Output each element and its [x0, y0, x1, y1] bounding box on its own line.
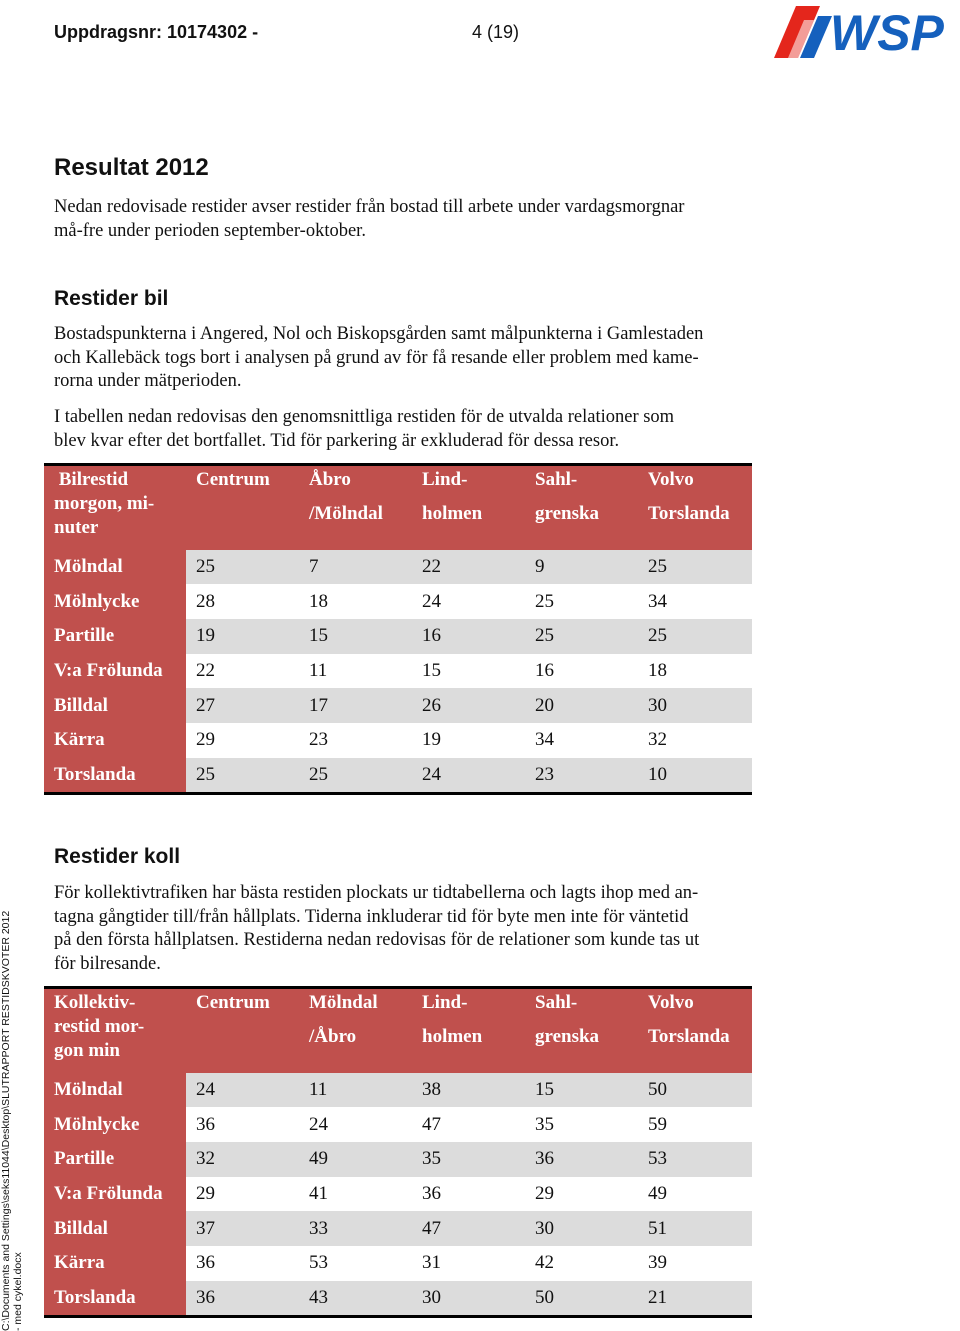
table-cell: 17 [299, 688, 412, 723]
table-row [44, 1142, 752, 1177]
header-line: gon min [54, 1040, 120, 1061]
table-cell: 30 [412, 1281, 525, 1317]
table-cell: 20 [525, 688, 638, 723]
table-cell: 49 [638, 1177, 752, 1212]
table-cell: 16 [525, 654, 638, 689]
page-number: 4 (19) [472, 22, 520, 42]
table-row [44, 584, 752, 619]
transit-para-line: För kollektivtrafiken har bästa restiden plockats ur tidtabellerna och lagts ihop med an- [54, 883, 699, 903]
column-header-line: Mölndal [309, 992, 378, 1013]
table-cell: 19 [412, 723, 525, 758]
table-row [44, 723, 752, 758]
table-cell: 43 [299, 1281, 412, 1317]
table-row [44, 758, 752, 794]
table-row [44, 619, 752, 654]
row-header: Billdal [44, 1211, 186, 1246]
table-row [44, 1246, 752, 1281]
row-header: Partille [44, 1142, 186, 1177]
table-cell: 24 [412, 758, 525, 794]
column-header-line: Centrum [196, 992, 270, 1013]
table-cell: 15 [299, 619, 412, 654]
table-cell: 25 [186, 550, 299, 585]
table-cell: 29 [525, 1177, 638, 1212]
table-cell: 22 [186, 654, 299, 689]
column-header-line: grenska [535, 1026, 600, 1047]
table-cell: 53 [638, 1142, 752, 1177]
table-cell: 7 [299, 550, 412, 585]
table-cell: 36 [186, 1107, 299, 1142]
row-header: Kärra [44, 1246, 186, 1281]
column-header-line: /Åbro [309, 1026, 357, 1047]
table-cell: 24 [299, 1107, 412, 1142]
car-paragraph-1 [54, 323, 774, 394]
column-header-line: Volvo [648, 469, 694, 490]
column-header-line: grenska [535, 503, 600, 524]
car-paragraph-2 [54, 406, 774, 453]
column-header-line: Centrum [196, 469, 270, 490]
table-cell: 35 [412, 1142, 525, 1177]
row-header: Torslanda [44, 1281, 186, 1317]
table-cell: 23 [525, 758, 638, 794]
table-cell: 32 [638, 723, 752, 758]
section-title: Resultat 2012 [54, 154, 209, 181]
table-cell: 26 [412, 688, 525, 723]
wsp-logo [770, 2, 960, 62]
table-cell: 36 [412, 1177, 525, 1212]
column-header [186, 988, 299, 1073]
table-cell: 31 [412, 1246, 525, 1281]
table-row [44, 550, 752, 585]
table-cell: 25 [186, 758, 299, 794]
table-cell: 39 [638, 1246, 752, 1281]
table-header-row [44, 465, 752, 550]
table-cell: 51 [638, 1211, 752, 1246]
table-cell: 25 [525, 584, 638, 619]
car-para1-line: och Kallebäck togs bort i analysen på grund av för få resande eller problem med kame- [54, 347, 699, 368]
header-line: Bilrestid [54, 469, 129, 490]
column-header-line: Torslanda [648, 1026, 730, 1047]
table-cell: 41 [299, 1177, 412, 1212]
table-cell: 53 [299, 1246, 412, 1281]
row-header: V:a Frölunda [44, 654, 186, 689]
table-cell: 32 [186, 1142, 299, 1177]
column-header-line: holmen [422, 503, 483, 524]
table-cell: 42 [525, 1246, 638, 1281]
row-header: Mölnlycke [44, 584, 186, 619]
car-para2-line: blev kvar efter det bortfallet. Tid för parkering är exkluderad för dessa resor. [54, 430, 620, 451]
column-header-line: Åbro [309, 469, 351, 490]
intro-line: må-fre under perioden september-oktober. [54, 220, 366, 241]
table-cell: 11 [299, 654, 412, 689]
column-header [299, 465, 412, 550]
column-header-line: Lind- [422, 992, 468, 1013]
table-header-row [44, 988, 752, 1073]
table-cell: 15 [412, 654, 525, 689]
file-path-line: C:\Documents and Settings\seks11044\Desktop\SLUTRAPPORT RESTIDSKVOTER 2012 [0, 910, 12, 1331]
column-header [525, 988, 638, 1073]
table-cell: 34 [525, 723, 638, 758]
car-heading: Restider bil [54, 287, 169, 310]
table-row [44, 1073, 752, 1108]
table-cell: 36 [186, 1246, 299, 1281]
column-header [525, 465, 638, 550]
column-header [186, 465, 299, 550]
file-path-line: - med cykel.docx [12, 1252, 24, 1331]
row-header: V:a Frölunda [44, 1177, 186, 1212]
table-corner-header [44, 465, 186, 550]
table-cell: 24 [412, 584, 525, 619]
table-cell: 47 [412, 1107, 525, 1142]
column-header-line: Sahl- [535, 992, 578, 1013]
column-header-line: Torslanda [648, 503, 730, 524]
table-cell: 50 [638, 1073, 752, 1108]
table-cell: 22 [412, 550, 525, 585]
table-cell: 18 [299, 584, 412, 619]
table-cell: 27 [186, 688, 299, 723]
column-header-line: Sahl- [535, 469, 578, 490]
table-cell: 49 [299, 1142, 412, 1177]
car-para1-line: Bostadspunkterna i Angered, Nol och Biskopsgården samt målpunkterna i Gamlestaden [54, 324, 704, 344]
table-row [44, 1107, 752, 1142]
column-header [638, 988, 752, 1073]
logo-text: WSP [830, 5, 944, 61]
row-header: Kärra [44, 723, 186, 758]
table-cell: 36 [525, 1142, 638, 1177]
table-row [44, 654, 752, 689]
column-header [299, 988, 412, 1073]
table-cell: 29 [186, 1177, 299, 1212]
table-cell: 25 [638, 550, 752, 585]
table-cell: 25 [638, 619, 752, 654]
column-header-line: holmen [422, 1026, 483, 1047]
car-para2-line: I tabellen nedan redovisas den genomsnittliga restiden för de utvalda relationer som [54, 407, 675, 427]
table-cell: 25 [525, 619, 638, 654]
row-header: Mölnlycke [44, 1107, 186, 1142]
row-header: Torslanda [44, 758, 186, 794]
table-row [44, 1211, 752, 1246]
table-cell: 16 [412, 619, 525, 654]
table-cell: 9 [525, 550, 638, 585]
intro-line: Nedan redovisade restider avser restider från bostad till arbete under vardagsmorgnar [54, 197, 685, 217]
table-cell: 30 [638, 688, 752, 723]
table-cell: 38 [412, 1073, 525, 1108]
transit-para-line: för bilresande. [54, 953, 161, 974]
transit-para-line: på den första hållplatsen. Restiderna nedan redovisas för de relationer som kunde tas ut [54, 930, 700, 950]
table-cell: 23 [299, 723, 412, 758]
table-cell: 33 [299, 1211, 412, 1246]
logo-mark [774, 6, 832, 58]
table-cell: 18 [638, 654, 752, 689]
transit-paragraph [54, 882, 774, 976]
column-header-line: Volvo [648, 992, 694, 1013]
row-header: Billdal [44, 688, 186, 723]
column-header [412, 988, 525, 1073]
column-header-line: Lind- [422, 469, 468, 490]
table-cell: 28 [186, 584, 299, 619]
intro-paragraph [54, 196, 774, 243]
row-header: Mölndal [44, 1073, 186, 1108]
table-cell: 10 [638, 758, 752, 794]
car-travel-time-table [44, 463, 752, 795]
header-line: restid mor- [54, 1016, 145, 1037]
table-cell: 29 [186, 723, 299, 758]
header-line: morgon, mi- [54, 493, 155, 514]
table-cell: 37 [186, 1211, 299, 1246]
transit-heading: Restider koll [54, 845, 181, 868]
row-header: Mölndal [44, 550, 186, 585]
table-cell: 36 [186, 1281, 299, 1317]
table-row [44, 688, 752, 723]
row-header: Partille [44, 619, 186, 654]
table-cell: 47 [412, 1211, 525, 1246]
table-cell: 21 [638, 1281, 752, 1317]
table-cell: 15 [525, 1073, 638, 1108]
table-corner-header [44, 988, 186, 1073]
car-para1-line: rorna under mätperioden. [54, 371, 242, 391]
column-header [638, 465, 752, 550]
table-cell: 25 [299, 758, 412, 794]
column-header-line: /Mölndal [309, 503, 383, 524]
table-cell: 34 [638, 584, 752, 619]
table-row [44, 1281, 752, 1317]
table-cell: 24 [186, 1073, 299, 1108]
header-line: Kollektiv- [54, 992, 136, 1013]
file-path-sidebar [0, 871, 24, 1331]
table-row [44, 1177, 752, 1212]
column-header [412, 465, 525, 550]
transit-para-line: tagna gångtider till/från hållplats. Tiderna inkluderar tid för byte men inte för väntetid [54, 906, 689, 927]
transit-travel-time-table [44, 986, 752, 1318]
table-cell: 19 [186, 619, 299, 654]
table-cell: 30 [525, 1211, 638, 1246]
table-cell: 35 [525, 1107, 638, 1142]
table-cell: 50 [525, 1281, 638, 1317]
table-cell: 11 [299, 1073, 412, 1108]
header-line: nuter [54, 517, 99, 538]
report-number: Uppdragsnr: 10174302 - [54, 22, 259, 42]
table-cell: 59 [638, 1107, 752, 1142]
